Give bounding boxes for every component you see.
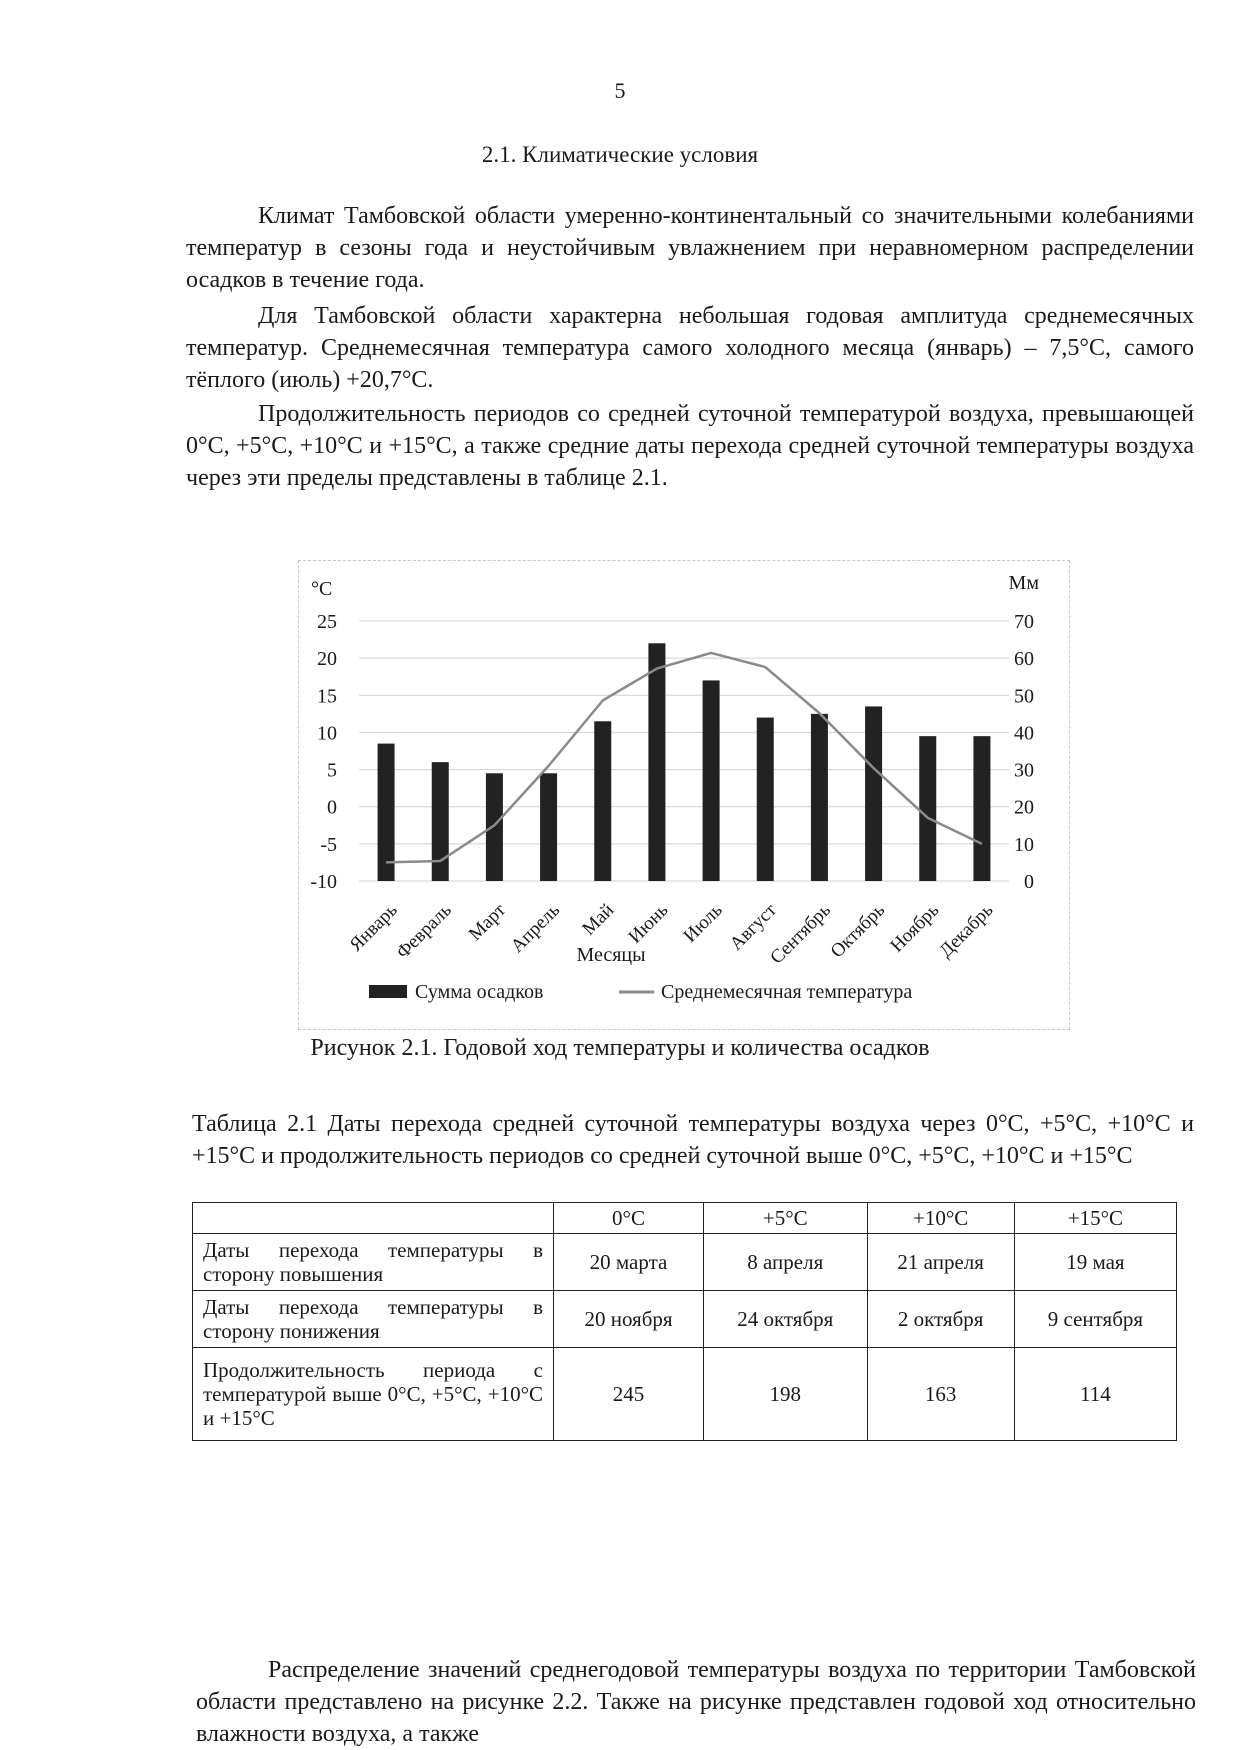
y-left-tick-label: 5 <box>327 760 337 782</box>
precipitation-bar <box>540 773 557 881</box>
y-right-tick-label: 40 <box>1014 722 1034 744</box>
table-row <box>193 1291 1177 1348</box>
legend-bar-label: Сумма осадков <box>415 981 543 1003</box>
paragraph-climate <box>186 200 1194 296</box>
y-left-axis-label: °С <box>311 578 332 600</box>
x-tick-label: Ноябрь <box>886 899 943 956</box>
y-left-tick-label: -5 <box>320 834 337 856</box>
table-cell: 20 ноября <box>554 1291 704 1348</box>
climate-chart <box>298 560 1070 1030</box>
y-right-tick-label: 30 <box>1014 760 1034 782</box>
climate-chart-svg <box>299 561 1069 1029</box>
y-right-tick-label: 10 <box>1014 834 1034 856</box>
x-tick-label: Февраль <box>392 899 456 963</box>
section-title: 2.1. Климатические условия <box>0 142 1240 168</box>
precipitation-bar <box>378 744 395 881</box>
table-cell: 24 октября <box>704 1291 867 1348</box>
dates-table <box>192 1202 1177 1441</box>
paragraph-amplitude <box>186 300 1194 396</box>
table-cell: 21 апреля <box>867 1234 1014 1291</box>
precipitation-bar <box>432 762 449 881</box>
table-cell: 114 <box>1014 1348 1176 1441</box>
y-right-tick-label: 50 <box>1014 685 1034 707</box>
x-tick-label: Апрель <box>507 899 564 956</box>
precipitation-bar <box>703 680 720 881</box>
table-cell: 2 октября <box>867 1291 1014 1348</box>
table-cell: 163 <box>867 1348 1014 1441</box>
paragraph-periods <box>186 398 1194 494</box>
x-tick-label: Сентябрь <box>766 899 835 968</box>
legend-bar-swatch <box>369 985 407 998</box>
paragraph-climate-text: Климат Тамбовской области умеренно-континентальный со значительными колебаниями температур в сезоны года и неустойчивым увлажнением при неравномерном распределении осадков в течение года. <box>186 203 1194 293</box>
y-left-tick-label: 15 <box>317 685 337 707</box>
table-header-cell: 0°С <box>554 1203 704 1234</box>
paragraph-periods-text: Продолжительность периодов со средней суточной температурой воздуха, превышающей 0°С, +5°С, +10°С и +15°С, а также средние даты перехода средней суточной температуры воздуха через эти пределы представлены в таблице 2.1. <box>186 401 1194 491</box>
paragraph-distribution <box>196 1654 1196 1694</box>
y-left-tick-label: 10 <box>317 722 337 744</box>
precipitation-bar <box>973 736 990 881</box>
row-label: Продолжительность периода с температурой выше 0°С, +5°С, +10°С и +15°С <box>193 1348 554 1441</box>
table-header-cell: +15°С <box>1014 1203 1176 1234</box>
table-cell: 19 мая <box>1014 1234 1176 1291</box>
y-right-tick-label: 70 <box>1014 611 1034 633</box>
table-row <box>193 1348 1177 1441</box>
table-cell: 20 марта <box>554 1234 704 1291</box>
table-caption: Таблица 2.1 Даты перехода средней суточной температуры воздуха через 0°С, +5°С, +10°С и +15°С и продолжительность периодов со средней суточной выше 0°С, +5°С, +10°С и +15°С <box>192 1108 1194 1172</box>
table-cell: 198 <box>704 1348 867 1441</box>
precipitation-bar <box>757 718 774 881</box>
y-left-tick-label: -10 <box>310 871 337 893</box>
paragraph-distribution-text: Распределение значений среднегодовой температуры воздуха по территории Тамбовской области представлено на рисунке 2.2. Также на рисунке представлен годовой ход относительно влажности воздуха, а также <box>196 1657 1196 1747</box>
temperature-line <box>386 653 982 862</box>
precipitation-bar <box>865 706 882 881</box>
table-header-cell: +5°С <box>704 1203 867 1234</box>
row-label: Даты перехода температуры в сторону понижения <box>193 1291 554 1348</box>
y-right-tick-label: 0 <box>1024 871 1034 893</box>
y-right-tick-label: 20 <box>1014 797 1034 819</box>
x-tick-label: Январь <box>346 899 402 955</box>
precipitation-bar <box>811 714 828 881</box>
legend-line-label: Среднемесячная температура <box>661 981 912 1003</box>
x-tick-label: Декабрь <box>935 899 997 961</box>
x-axis-label: Месяцы <box>576 944 645 966</box>
y-right-axis-label: Мм <box>1009 572 1040 594</box>
precipitation-bar <box>486 773 503 881</box>
table-header-cell <box>193 1203 554 1234</box>
table-row <box>193 1234 1177 1291</box>
x-tick-label: Июнь <box>625 899 673 947</box>
table-cell: 245 <box>554 1348 704 1441</box>
paragraph-amplitude-text: Для Тамбовской области характерна небольшая годовая амплитуда среднемесячных температур. Среднемесячная температура самого холодного месяца (январь) – 7,5°С, самого тёплого (июль) +20,7°С. <box>186 303 1194 393</box>
figure-caption: Рисунок 2.1. Годовой ход температуры и количества осадков <box>0 1035 1240 1062</box>
page-number: 5 <box>0 78 1240 104</box>
precipitation-bar <box>919 736 936 881</box>
precipitation-bar <box>594 721 611 881</box>
y-left-tick-label: 20 <box>317 648 337 670</box>
x-tick-label: Август <box>726 899 781 954</box>
y-left-tick-label: 0 <box>327 797 337 819</box>
x-tick-label: Июль <box>680 899 727 946</box>
x-tick-label: Март <box>465 899 511 945</box>
precipitation-bar <box>648 643 665 881</box>
x-tick-label: Октябрь <box>827 899 890 962</box>
table-cell: 8 апреля <box>704 1234 867 1291</box>
table-header-row <box>193 1203 1177 1234</box>
y-right-tick-label: 60 <box>1014 648 1034 670</box>
table-header-cell: +10°С <box>867 1203 1014 1234</box>
y-left-tick-label: 25 <box>317 611 337 633</box>
table-cell: 9 сентября <box>1014 1291 1176 1348</box>
x-tick-label: Май <box>578 900 618 940</box>
row-label: Даты перехода температуры в сторону повышения <box>193 1234 554 1291</box>
